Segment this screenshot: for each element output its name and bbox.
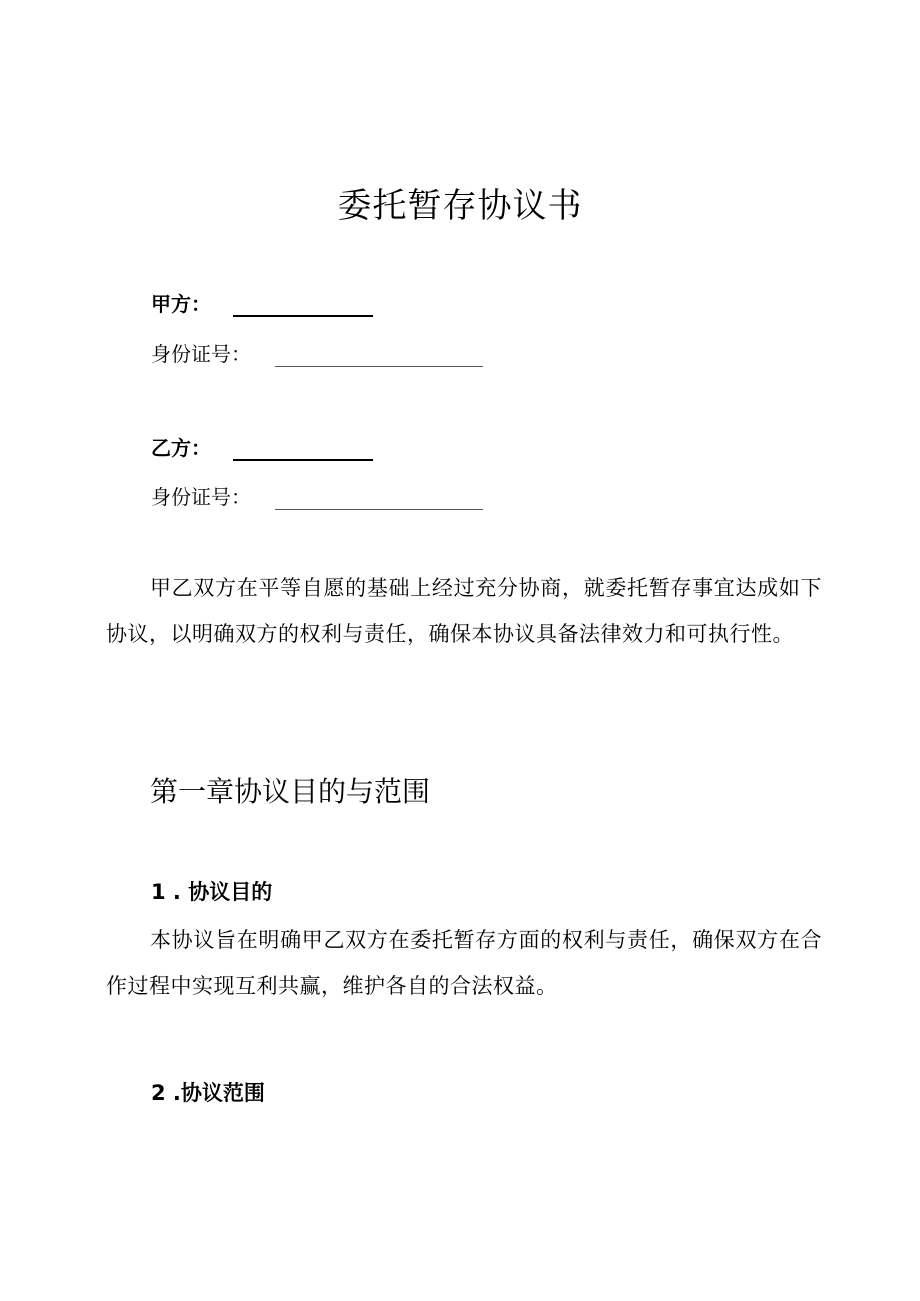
party-b-label: 乙方：	[151, 436, 211, 460]
document-title: 委托暂存协议书	[337, 186, 583, 226]
party-b-id-line	[151, 481, 483, 510]
party-a-blank	[233, 295, 373, 317]
section-1-body: 本协议旨在明确甲乙双方在委托暂存方面的权利与责任，确保双方在合作过程中实现互利共赢，维护各自的合法权益。	[106, 928, 822, 998]
party-a-line	[151, 288, 373, 317]
party-a-id-label: 身份证号：	[151, 342, 251, 366]
section-2-heading: 2 .协议范围	[151, 1081, 265, 1105]
party-a-label: 甲方：	[151, 292, 211, 316]
party-a-id-line	[151, 338, 483, 367]
section-1-heading: 1 . 协议目的	[151, 880, 273, 904]
party-b-line	[151, 432, 373, 461]
party-b-blank	[233, 439, 373, 461]
intro-paragraph: 甲乙双方在平等自愿的基础上经过充分协商，就委托暂存事宜达成如下协议，以明确双方的权利与责任，确保本协议具备法律效力和可执行性。	[106, 576, 822, 646]
chapter-heading: 第一章协议目的与范围	[150, 775, 431, 808]
party-b-id-blank	[275, 489, 483, 510]
party-a-id-blank	[275, 346, 483, 367]
party-b-id-label: 身份证号：	[151, 485, 251, 509]
